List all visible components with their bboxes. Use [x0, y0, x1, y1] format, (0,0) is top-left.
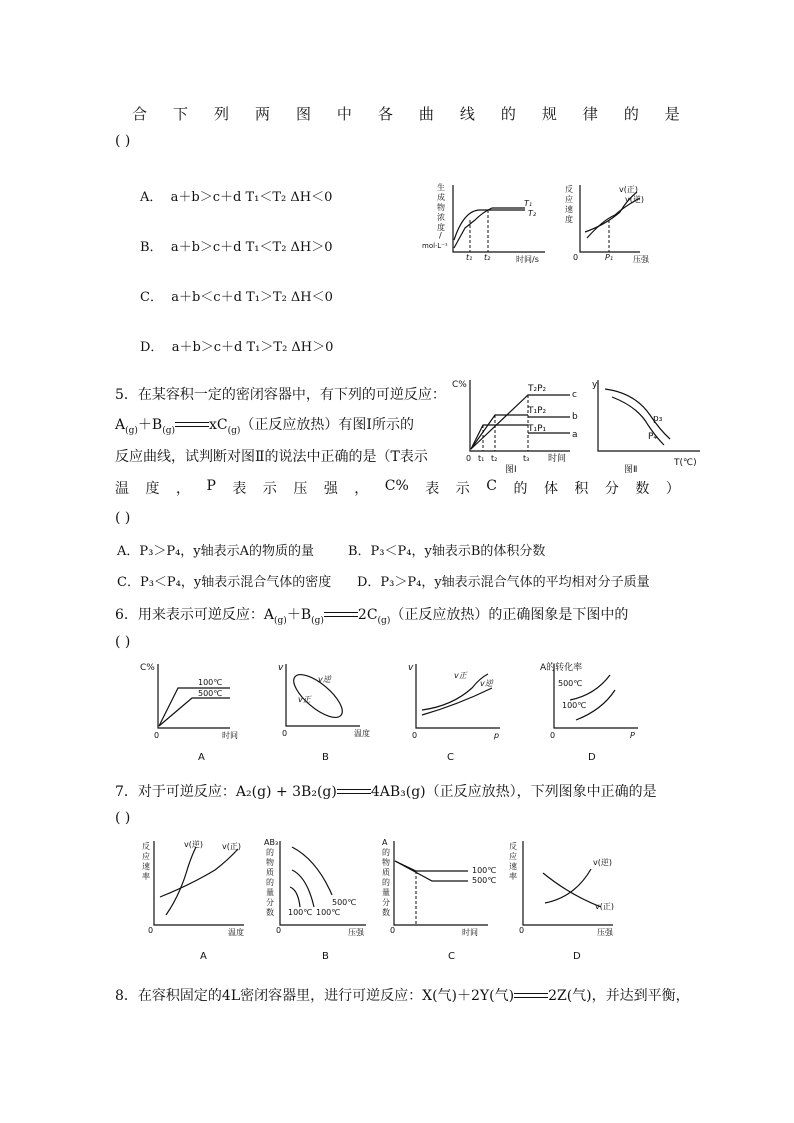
svg-text:时间: 时间: [222, 731, 238, 740]
svg-text:物: 物: [266, 858, 274, 867]
svg-text:p: p: [494, 731, 500, 740]
svg-text:浓: 浓: [437, 213, 445, 222]
svg-text:质: 质: [266, 868, 274, 877]
svg-text:时间/s: 时间/s: [516, 255, 539, 264]
svg-text:100℃: 100℃: [288, 908, 313, 917]
svg-text:b: b: [572, 412, 578, 422]
svg-text:反: 反: [142, 842, 150, 851]
q5-line4-char: 积: [574, 481, 589, 497]
q5-figure-I: [450, 375, 580, 475]
svg-text:a: a: [572, 430, 578, 440]
q5-option-d[interactable]: D．P₃＞P₄，y轴表示混合气体的平均相对分子质量: [357, 575, 650, 590]
q4-option-a[interactable]: A． a＋b＞c＋d T₁＜T₂ ΔH＜0: [140, 190, 333, 205]
q5-line4-char: 的: [513, 481, 528, 497]
svg-text:应: 应: [509, 852, 517, 861]
svg-text:量: 量: [382, 888, 390, 897]
q5-option-b[interactable]: B．P₃＜P₄，y轴表示B的体积分数: [348, 544, 546, 559]
svg-text:0: 0: [412, 731, 418, 740]
svg-text:0: 0: [519, 926, 525, 935]
svg-text:100℃: 100℃: [198, 678, 223, 687]
svg-text:T₁P₁: T₁P₁: [528, 424, 547, 434]
svg-text:p₃: p₃: [653, 414, 663, 424]
svg-text:反: 反: [565, 185, 573, 194]
q6-figure-d: [540, 660, 660, 765]
svg-text:v: v: [408, 663, 414, 673]
svg-text:A的转化率: A的转化率: [540, 663, 583, 673]
svg-text:t₁: t₁: [466, 253, 473, 262]
q5-figure-II: [590, 375, 710, 475]
svg-text:t₃: t₃: [523, 454, 530, 463]
q5-line4-char: 表: [232, 481, 247, 497]
svg-text:压强: 压强: [597, 928, 613, 937]
q4-stem-spread: [132, 103, 680, 124]
svg-text:P₄: P₄: [648, 432, 658, 442]
svg-text:数: 数: [382, 908, 390, 917]
q8-line1: 8．在容积固定的4L密闭容器里，进行可逆反应：X(气)＋2Y(气) 2Z(气)，并达到平衡，: [115, 988, 690, 1004]
svg-text:P₁: P₁: [605, 253, 614, 262]
svg-text:0: 0: [550, 731, 556, 740]
svg-text:图Ⅰ: 图Ⅰ: [505, 465, 517, 475]
svg-text:v(逆): v(逆): [184, 840, 203, 849]
svg-text:100℃: 100℃: [562, 701, 587, 710]
svg-text:AB₃: AB₃: [264, 838, 279, 847]
svg-text:v(正): v(正): [222, 842, 241, 851]
q5-line4-char: 表: [425, 481, 440, 497]
svg-text:率: 率: [142, 872, 150, 881]
q7-figure-b: [262, 835, 382, 965]
svg-text:时间: 时间: [462, 928, 478, 937]
svg-text:v正: v正: [298, 695, 311, 704]
q7-figure-a: [140, 835, 260, 965]
q4-chars-char: 是: [664, 105, 680, 123]
svg-text:500℃: 500℃: [332, 898, 357, 907]
q5-line4-char: 示: [262, 481, 277, 497]
svg-text:100℃: 100℃: [316, 908, 341, 917]
q5-option-c[interactable]: C．P₃＜P₄，y轴表示混合气体的密度: [117, 575, 332, 590]
svg-text:A: A: [200, 951, 207, 962]
svg-text:v(逆): v(逆): [625, 195, 644, 204]
q4-figure-rate-pressure: [565, 180, 665, 265]
svg-text:C%: C%: [140, 663, 155, 673]
svg-text:T₁: T₁: [524, 199, 533, 208]
q5-line4-char: ，: [175, 481, 190, 497]
svg-text:t₂: t₂: [491, 454, 498, 463]
svg-text:度: 度: [437, 223, 445, 232]
q5-line4-char: P: [206, 478, 216, 494]
q4-option-d[interactable]: D． a＋b＞c＋d T₁＞T₂ ΔH＞0: [140, 340, 334, 355]
q4-chars-char: 列: [213, 105, 229, 123]
svg-text:0: 0: [276, 926, 282, 935]
svg-text:质: 质: [382, 868, 390, 877]
svg-text:t₂: t₂: [484, 253, 491, 262]
svg-text:时间: 时间: [548, 454, 567, 464]
svg-text:0: 0: [282, 729, 288, 738]
svg-text:C: C: [447, 752, 454, 763]
svg-text:温度: 温度: [354, 729, 370, 738]
svg-text:T(℃): T(℃): [674, 458, 697, 468]
svg-text:的: 的: [382, 878, 390, 887]
q5-line4-char: ）: [665, 481, 680, 497]
svg-text:v逆: v逆: [318, 675, 331, 684]
svg-text:c: c: [572, 390, 577, 400]
svg-text:物: 物: [437, 203, 445, 212]
equilibrium-arrow-icon: [324, 610, 358, 620]
svg-text:v: v: [278, 663, 284, 673]
svg-text:C: C: [448, 951, 455, 962]
q6-figure-b: [270, 660, 380, 765]
q7-figure-d: [505, 835, 635, 965]
svg-text:0: 0: [573, 253, 579, 262]
svg-text:t₁: t₁: [478, 454, 485, 463]
q5-line4-char: 度: [145, 481, 160, 497]
svg-text:B: B: [322, 752, 329, 763]
svg-text:v正: v正: [454, 671, 467, 680]
q4-option-b[interactable]: B． a＋b＞c＋d T₁＜T₂ ΔH＞0: [140, 240, 333, 255]
svg-text:A: A: [382, 838, 388, 847]
svg-text:T₂P₂: T₂P₂: [528, 384, 547, 394]
svg-text:的: 的: [382, 848, 390, 857]
q5-line3: 反应曲线，试判断对图Ⅱ的说法中正确的是（T表示: [115, 449, 428, 465]
svg-text:y: y: [592, 380, 598, 390]
q5-line1: 5．在某容积一定的密闭容器中，有下列的可逆反应：: [115, 387, 446, 403]
q5-answer-paren: ( ): [115, 510, 131, 526]
svg-text:生: 生: [437, 183, 445, 192]
svg-text:率: 率: [509, 872, 517, 881]
q4-answer-paren: ( ): [115, 133, 131, 149]
q4-chars-char: 的: [623, 105, 639, 123]
q4-chars-char: 律: [582, 105, 598, 123]
svg-text:mol·L⁻¹: mol·L⁻¹: [422, 242, 448, 250]
svg-text:v(正): v(正): [595, 902, 614, 911]
q4-figure-concentration: [420, 180, 560, 265]
svg-text:T₂: T₂: [528, 209, 537, 218]
svg-text:速: 速: [565, 205, 573, 214]
q4-option-c[interactable]: C． a＋b＜c＋d T₁＞T₂ ΔH＜0: [140, 290, 333, 305]
q5-line4-char: 强: [323, 481, 338, 497]
q6-figure-a: [140, 660, 250, 765]
svg-text:C%: C%: [452, 380, 467, 390]
q4-chars-char: 图: [295, 105, 311, 123]
q6-line1: 6．用来表示可逆反应：$A_{(g)}+B_{(g)}$ $2C_{(g)}$（正反应放热）的正确图象是下图中的: [115, 607, 629, 626]
svg-text:500℃: 500℃: [198, 689, 223, 698]
q4-chars-char: 规: [541, 105, 557, 123]
svg-text:P: P: [630, 731, 635, 740]
equilibrium-arrow-icon: [175, 420, 209, 430]
svg-text:速: 速: [142, 862, 150, 871]
svg-text:分: 分: [266, 898, 274, 907]
svg-text:的: 的: [266, 878, 274, 887]
svg-text:v(逆): v(逆): [593, 858, 612, 867]
svg-text:0: 0: [148, 926, 154, 935]
q4-chars-char: 各: [377, 105, 393, 123]
svg-text:应: 应: [565, 195, 573, 204]
q4-chars-char: 的: [500, 105, 516, 123]
svg-text:度: 度: [565, 215, 573, 224]
q5-line4-char: 数: [635, 481, 650, 497]
q5-line4-char: 压: [293, 481, 308, 497]
q6-figure-c: [402, 660, 512, 765]
svg-text:500℃: 500℃: [472, 876, 497, 885]
svg-text:压强: 压强: [348, 928, 364, 937]
svg-text:100℃: 100℃: [472, 866, 497, 875]
svg-text:500℃: 500℃: [558, 679, 583, 688]
q5-line4-char: 示: [455, 481, 470, 497]
q4-chars-char: 线: [459, 105, 475, 123]
q7-answer-paren: ( ): [115, 810, 131, 826]
svg-text:D: D: [573, 951, 581, 962]
q4-chars-char: 两: [254, 105, 270, 123]
svg-text:数: 数: [266, 908, 274, 917]
svg-text:速: 速: [509, 862, 517, 871]
svg-text:D: D: [588, 752, 596, 763]
q5-line4-char: 体: [543, 481, 558, 497]
svg-text:物: 物: [382, 858, 390, 867]
q5-line4-char: C%: [384, 478, 409, 494]
q4-chars-char: 下: [172, 105, 188, 123]
svg-text:成: 成: [437, 193, 445, 202]
svg-text:反: 反: [509, 842, 517, 851]
svg-text:v逆: v逆: [480, 679, 493, 688]
svg-text:B: B: [322, 951, 329, 962]
q4-chars-char: 中: [336, 105, 352, 123]
q6-answer-paren: ( ): [115, 634, 131, 650]
equilibrium-arrow-icon: [514, 991, 548, 1001]
q5-line4-char: 分: [604, 481, 619, 497]
svg-text:图Ⅱ: 图Ⅱ: [624, 465, 638, 475]
svg-text:0: 0: [466, 454, 472, 463]
svg-text:0: 0: [154, 731, 160, 740]
svg-text:T₁P₂: T₁P₂: [528, 406, 547, 416]
svg-text:分: 分: [382, 898, 390, 907]
q4-chars-char: 合: [132, 105, 148, 123]
svg-text:A: A: [198, 752, 205, 763]
svg-text:/: /: [439, 231, 442, 240]
q4-chars-char: 曲: [418, 105, 434, 123]
q5-line4-char: C: [486, 478, 497, 494]
q5-line4-char: 温: [115, 481, 129, 497]
svg-text:量: 量: [266, 888, 274, 897]
svg-text:0: 0: [390, 926, 396, 935]
svg-text:的: 的: [266, 848, 274, 857]
svg-text:v(正): v(正): [619, 185, 638, 194]
equilibrium-arrow-icon: [337, 787, 371, 797]
q5-line2: $A_{(g)}+B_{(g)}$ $xC_{(g)}$（正反应放热）有图Ⅰ所示的: [115, 417, 414, 436]
q7-figure-c: [378, 835, 508, 965]
svg-text:温度: 温度: [228, 928, 244, 937]
q7-line1: 7．对于可逆反应：A₂(g) + 3B₂(g) 4AB₃(g)（正反应放热），下列图象中正确的是: [115, 784, 657, 800]
q5-line4-spread: [115, 478, 680, 498]
svg-text:应: 应: [142, 852, 150, 861]
q5-option-a[interactable]: A．P₃＞P₄，y轴表示A的物质的量: [117, 544, 315, 559]
svg-text:压强: 压强: [633, 255, 649, 264]
q5-line4-char: ，: [354, 481, 369, 497]
